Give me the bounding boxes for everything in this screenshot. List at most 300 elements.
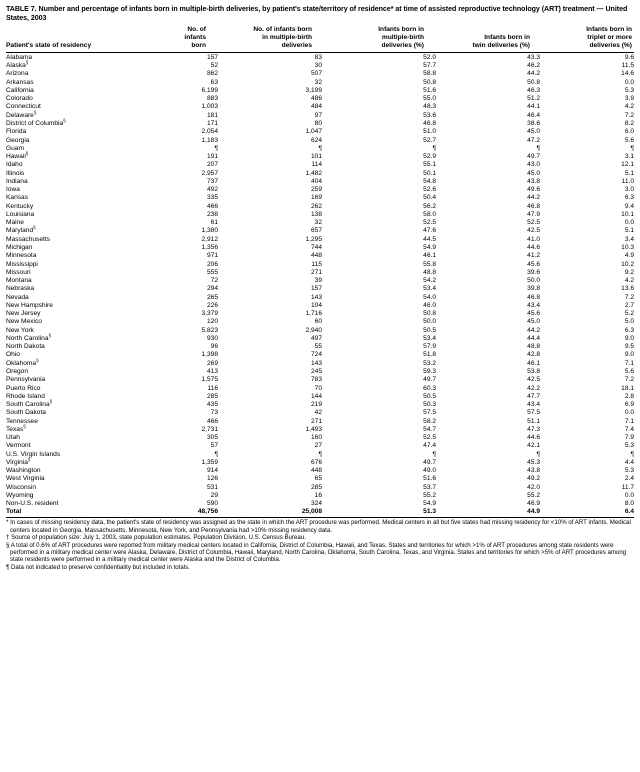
cell-multiple-birth-infants: 55 (314, 343, 322, 351)
footnote-marker: § (25, 150, 29, 156)
cell-twin-pct: 38.6 (527, 120, 540, 127)
table-row (6, 261, 634, 269)
cell-multiple-birth-infants: 324 (310, 500, 322, 508)
cell-infants-born: 5,823 (201, 326, 218, 334)
cell-infants-born: 466 (206, 417, 218, 425)
cell-state: Wisconsin (6, 483, 37, 491)
cell-triplet-pct: 2.8 (624, 392, 634, 400)
cell-state: West Virginia (6, 475, 45, 483)
cell-twin-pct: 46.3 (527, 86, 540, 94)
cell-infants-born: 269 (206, 359, 218, 367)
cell-twin-pct: 45.0 (527, 318, 540, 326)
cell-multiple-birth-infants: 1,482 (305, 169, 322, 177)
cell-multiple-birth-pct: 50.0 (423, 318, 436, 326)
cell-state: California (6, 86, 34, 94)
cell-state: New Hampshire (6, 301, 53, 309)
table-row (6, 451, 634, 459)
cell-state: New York (6, 326, 34, 334)
cell-twin-pct: 44.2 (527, 194, 540, 202)
cell-infants-born: 492 (206, 186, 218, 194)
table-row (6, 186, 634, 194)
cell-state: Hawaii§ (6, 150, 29, 161)
cell-state: Arizona (6, 70, 29, 78)
cell-state: New Mexico (6, 318, 42, 326)
cell-twin-pct: 44.6 (527, 434, 540, 442)
cell-twin-pct: 46.8 (527, 293, 540, 301)
table-row (6, 393, 634, 401)
cell-multiple-birth-pct: 50.8 (423, 310, 436, 318)
table-row (6, 103, 634, 111)
cell-multiple-birth-infants: 27 (314, 442, 322, 450)
cell-multiple-birth-pct: 57.7 (423, 62, 436, 70)
cell-multiple-birth-pct: 54.7 (423, 425, 436, 433)
cell-multiple-birth-infants: 486 (310, 95, 322, 103)
table-row (6, 302, 634, 310)
cell-multiple-birth-pct: 46.8 (423, 120, 436, 127)
cell-twin-pct: 42.5 (527, 227, 540, 235)
cell-state: Alaska§ (6, 59, 29, 70)
cell-infants-born: 1,003 (201, 103, 218, 111)
cell-twin-pct: 47.3 (527, 425, 540, 433)
cell-twin-pct: 45.0 (527, 128, 540, 136)
cell-multiple-birth-pct: 49.7 (423, 376, 436, 384)
cell-infants-born: 1,183 (201, 136, 218, 144)
cell-multiple-birth-pct: 53.2 (423, 359, 436, 367)
table-row (6, 442, 634, 450)
cell-multiple-birth-pct: 47.4 (423, 442, 436, 450)
cell-multiple-birth-pct: 51.3 (423, 508, 436, 516)
cell-multiple-birth-pct: ¶ (432, 144, 436, 152)
table-row (6, 368, 634, 376)
cell-state: Georgia (6, 136, 30, 144)
table-row-total (6, 508, 634, 516)
cell-twin-pct: 45.3 (527, 458, 540, 466)
cell-multiple-birth-infants: 138 (310, 210, 322, 218)
cell-multiple-birth-pct: 52.5 (423, 219, 436, 227)
cell-infants-born: 126 (206, 475, 218, 483)
cell-twin-pct: 52.5 (527, 219, 540, 227)
cell-multiple-birth-pct: 55.2 (423, 491, 436, 499)
cell-twin-pct: 49.2 (527, 475, 540, 483)
header-infants-born: No. of infants born (184, 26, 206, 49)
table-row (6, 54, 634, 62)
cell-multiple-birth-infants: 157 (310, 285, 322, 293)
cell-state: Maine (6, 219, 24, 227)
cell-multiple-birth-pct: 55.0 (423, 95, 436, 103)
cell-multiple-birth-infants: 1,047 (305, 128, 322, 136)
cell-twin-pct: 43.3 (527, 53, 540, 61)
table-row (6, 318, 634, 326)
cell-triplet-pct: 13.6 (621, 285, 634, 293)
cell-state: Nevada (6, 293, 29, 301)
footnote-marker: § (25, 59, 29, 65)
cell-multiple-birth-infants: 104 (310, 301, 322, 309)
cell-multiple-birth-infants: 448 (310, 252, 322, 260)
cell-triplet-pct: 9.4 (624, 202, 634, 210)
cell-twin-pct: 43.4 (527, 301, 540, 309)
cell-triplet-pct: 3.4 (624, 235, 634, 243)
cell-twin-pct: 49.7 (527, 153, 540, 161)
footnote-asterisk: * In cases of missing residency data, the patient's state of residency was assigned as the state in which the ART procedure was performed. Medical centers in all but five states had missing residency for <10% of ART infants. Medical centers located in Georgia, Massachusetts, Minnesota, New York, and Pennsylvania had >10% missing residency data. (6, 519, 631, 534)
cell-infants-born: 737 (206, 177, 218, 185)
cell-multiple-birth-pct: 53.4 (423, 334, 436, 342)
cell-infants-born: 285 (206, 392, 218, 400)
cell-multiple-birth-infants: 83 (314, 53, 322, 61)
footnote-section: § A total of 0.6% of ART procedures were reported from military medical centers located in California, District of Columbia, Hawaii, and Texas. States and territories for which >1% of ART procedures among state residents were performed in a military medical center were Alaska, Delaware, District of Columbia, Hawaii, Maryland, North Carolina, Oklahoma, South Carolina, Texas, and Virginia. States and territories for which >5% of ART procedures among state residents were performed in a military medical center were Alaska and the District of Columbia. (6, 541, 627, 564)
cell-multiple-birth-infants: 144 (310, 392, 322, 400)
cell-infants-born: 1,380 (201, 227, 218, 235)
table-body (6, 54, 634, 517)
table-row (6, 236, 634, 244)
cell-triplet-pct: 18.1 (621, 384, 634, 392)
cell-infants-born: 1,356 (201, 243, 218, 251)
table-row (6, 128, 634, 136)
cell-infants-born: ¶ (214, 450, 218, 458)
table-row (6, 178, 634, 186)
cell-infants-born: 226 (206, 301, 218, 309)
cell-infants-born: 191 (206, 153, 218, 161)
cell-infants-born: 206 (206, 260, 218, 268)
cell-multiple-birth-pct: 53.6 (423, 111, 436, 119)
header-row (6, 26, 634, 51)
cell-triplet-pct: 12.1 (621, 161, 634, 169)
cell-infants-born: 294 (206, 285, 218, 293)
cell-triplet-pct: 11.0 (621, 177, 634, 185)
cell-multiple-birth-infants: 624 (310, 136, 322, 144)
table-row (6, 112, 634, 120)
cell-state: Tennessee (6, 417, 38, 425)
cell-triplet-pct: 6.3 (624, 194, 634, 202)
cell-triplet-pct: 7.1 (624, 417, 634, 425)
cell-twin-pct: 44.9 (527, 508, 540, 516)
cell-multiple-birth-infants: 114 (311, 161, 322, 169)
cell-multiple-birth-pct: 55.1 (423, 161, 436, 169)
cell-triplet-pct: 9.6 (624, 53, 634, 61)
cell-state: Guam (6, 144, 24, 152)
cell-multiple-birth-pct: 50.1 (423, 169, 436, 177)
cell-infants-born: 1,398 (201, 351, 218, 359)
cell-triplet-pct: ¶ (630, 144, 634, 152)
cell-state: New Jersey (6, 310, 41, 318)
cell-twin-pct: 53.8 (527, 367, 540, 375)
cell-twin-pct: 43.8 (527, 177, 540, 185)
cell-infants-born: 883 (206, 95, 218, 103)
cell-triplet-pct: 0.0 (624, 491, 634, 499)
table-title: TABLE 7. Number and percentage of infants born in multiple-birth deliveries, by patient's state/territory of residence* at time of assisted reproductive technology (ART) treatment — United States, 2003 (6, 5, 628, 23)
table-row (6, 434, 634, 442)
table-row (6, 376, 634, 384)
cell-triplet-pct: 3.9 (624, 95, 634, 103)
cell-state: Utah (6, 434, 20, 442)
table-row (6, 95, 634, 103)
cell-state: Minnesota (6, 252, 37, 260)
cell-state: Puerto Rico (6, 384, 41, 392)
footnote-pilcrow: ¶ Data not indicated to preserve confidentiality but included in totals. (6, 563, 190, 571)
table-row (6, 294, 634, 302)
cell-triplet-pct: 5.2 (624, 310, 634, 318)
cell-twin-pct: 48.8 (527, 343, 540, 351)
cell-infants-born: 2,912 (201, 235, 218, 243)
cell-multiple-birth-pct: 52.6 (423, 186, 436, 194)
cell-multiple-birth-infants: 497 (310, 334, 322, 342)
cell-multiple-birth-infants: ¶ (318, 144, 322, 152)
cell-triplet-pct: 7.1 (624, 359, 634, 367)
table-row (6, 401, 634, 409)
cell-multiple-birth-pct: 51.0 (423, 128, 436, 136)
cell-multiple-birth-infants: 448 (310, 467, 322, 475)
cell-triplet-pct: 6.9 (624, 401, 634, 409)
cell-multiple-birth-pct: ¶ (432, 450, 436, 458)
cell-state: Texas§ (6, 423, 26, 433)
cell-twin-pct: 44.2 (527, 326, 540, 334)
cell-infants-born: 265 (206, 293, 218, 301)
cell-triplet-pct: 10.1 (621, 210, 634, 218)
cell-multiple-birth-infants: 657 (310, 227, 322, 235)
cell-twin-pct: 42.5 (527, 376, 540, 384)
cell-multiple-birth-pct: 53.7 (423, 483, 436, 491)
cell-multiple-birth-infants: 3,199 (305, 86, 322, 94)
cell-triplet-pct: 3.1 (624, 153, 634, 161)
table-row (6, 252, 634, 260)
cell-infants-born: 590 (206, 500, 218, 508)
footnote-marker: § (33, 109, 37, 115)
cell-multiple-birth-infants: 60 (314, 318, 322, 326)
cell-twin-pct: 45.6 (527, 310, 540, 318)
cell-triplet-pct: 4.9 (624, 252, 634, 260)
cell-multiple-birth-pct: 50.5 (423, 326, 436, 334)
cell-multiple-birth-infants: 143 (310, 359, 322, 367)
cell-state: Oregon (6, 367, 28, 375)
cell-twin-pct: 46.1 (527, 359, 540, 367)
cell-infants-born: 555 (206, 268, 218, 276)
table-row (6, 194, 634, 202)
table-row (6, 475, 634, 483)
cell-multiple-birth-pct: 59.3 (423, 367, 436, 375)
table-row (6, 153, 634, 161)
table-row (6, 335, 634, 343)
cell-multiple-birth-pct: 52.5 (423, 434, 436, 442)
cell-infants-born: 413 (206, 367, 218, 375)
cell-infants-born: 181 (206, 111, 218, 119)
cell-multiple-birth-pct: 50.3 (423, 401, 436, 409)
table-row (6, 500, 634, 508)
cell-infants-born: 1,359 (201, 458, 218, 466)
cell-multiple-birth-infants: 259 (310, 186, 322, 194)
cell-twin-pct: 46.2 (527, 62, 540, 70)
cell-state: Florida (6, 128, 27, 136)
cell-triplet-pct: 4.4 (624, 458, 634, 466)
cell-multiple-birth-infants: 507 (310, 70, 322, 78)
cell-multiple-birth-infants: 783 (310, 376, 322, 384)
art-multiple-birth-table (6, 26, 634, 518)
cell-multiple-birth-infants: 271 (310, 268, 322, 276)
cell-infants-born: 73 (210, 409, 218, 417)
cell-twin-pct: 43.8 (527, 467, 540, 475)
table-row (6, 492, 634, 500)
cell-state: Total (6, 508, 22, 516)
cell-triplet-pct: 7.2 (624, 293, 634, 301)
header-triplet-pct: Infants born in triplet or more deliveries (%) (586, 26, 632, 49)
cell-multiple-birth-infants: 25,008 (301, 508, 322, 516)
cell-twin-pct: 41.0 (527, 235, 540, 243)
cell-triplet-pct: 11.7 (621, 483, 634, 491)
cell-triplet-pct: 5.1 (624, 227, 634, 235)
cell-state: Montana (6, 277, 32, 285)
cell-multiple-birth-infants: 42 (314, 409, 322, 417)
cell-triplet-pct: 5.3 (624, 467, 634, 475)
cell-multiple-birth-pct: 54.9 (423, 500, 436, 508)
table-row (6, 409, 634, 417)
cell-infants-born: 61 (210, 219, 218, 227)
cell-infants-born: 157 (206, 53, 218, 61)
cell-state: Illinois (6, 169, 25, 177)
cell-state: Rhode Island (6, 392, 45, 400)
cell-state: Colorado (6, 95, 33, 103)
cell-multiple-birth-pct: 60.3 (423, 384, 436, 392)
cell-infants-born: 971 (206, 252, 218, 260)
cell-state: Delaware§ (6, 109, 37, 119)
cell-twin-pct: 45.6 (527, 260, 540, 268)
cell-multiple-birth-pct: 54.2 (423, 277, 436, 285)
cell-triplet-pct: 7.2 (624, 376, 634, 384)
cell-twin-pct: 42.1 (527, 442, 540, 450)
cell-state: Mississippi (6, 260, 38, 268)
table-row (6, 277, 634, 285)
cell-multiple-birth-infants: 115 (311, 260, 322, 268)
header-twin-pct: Infants born in twin deliveries (%) (472, 34, 530, 49)
table-row (6, 459, 634, 467)
cell-infants-born: 116 (207, 384, 218, 392)
cell-infants-born: 238 (206, 210, 218, 218)
cell-multiple-birth-pct: 58.8 (423, 70, 436, 78)
cell-triplet-pct: 8.2 (624, 120, 634, 127)
table-row (6, 145, 634, 153)
cell-state: District of Columbia§ (6, 117, 66, 127)
cell-twin-pct: ¶ (536, 450, 540, 458)
cell-multiple-birth-pct: 49.0 (423, 467, 436, 475)
cell-multiple-birth-pct: 48.8 (423, 268, 436, 276)
table-row (6, 87, 634, 95)
cell-twin-pct: 44.4 (527, 334, 540, 342)
footnotes (6, 519, 634, 571)
cell-triplet-pct: 8.0 (624, 500, 634, 508)
cell-infants-born: 2,957 (201, 169, 218, 177)
cell-infants-born: 6,199 (201, 86, 218, 94)
cell-multiple-birth-infants: 32 (314, 78, 322, 86)
table-row (6, 343, 634, 351)
cell-state: Non-U.S. resident (6, 500, 59, 508)
cell-infants-born: 2,731 (201, 425, 218, 433)
cell-state: Michigan (6, 243, 33, 251)
cell-multiple-birth-pct: 57.5 (423, 409, 436, 417)
cell-triplet-pct: ¶ (630, 450, 634, 458)
cell-state: Kentucky (6, 202, 34, 210)
table-row (6, 285, 634, 293)
cell-infants-born: 1,575 (201, 376, 218, 384)
table-row (6, 426, 634, 434)
cell-triplet-pct: 6.3 (624, 326, 634, 334)
cell-multiple-birth-infants: 271 (310, 417, 322, 425)
cell-multiple-birth-infants: 2,940 (305, 326, 322, 334)
cell-multiple-birth-infants: 65 (314, 475, 322, 483)
cell-state: U.S. Virgin Islands (6, 450, 61, 458)
cell-state: Connecticut (6, 103, 41, 111)
cell-infants-born: 914 (206, 467, 218, 475)
cell-multiple-birth-infants: 219 (310, 401, 322, 409)
cell-multiple-birth-pct: 55.8 (423, 260, 436, 268)
cell-state: Maryland§ (6, 225, 36, 235)
cell-infants-born: 3,379 (201, 310, 218, 318)
cell-multiple-birth-infants: 143 (310, 293, 322, 301)
cell-twin-pct: 44.2 (527, 70, 540, 78)
cell-infants-born: 120 (206, 318, 218, 326)
cell-state: North Dakota (6, 343, 45, 351)
cell-twin-pct: 39.8 (527, 285, 540, 293)
table-row (6, 70, 634, 78)
cell-infants-born: 466 (206, 202, 218, 210)
cell-triplet-pct: 5.3 (624, 442, 634, 450)
footnote-marker: § (33, 225, 36, 231)
cell-infants-born: 48,756 (197, 508, 218, 516)
cell-twin-pct: 49.6 (527, 186, 540, 194)
cell-multiple-birth-pct: 50.5 (423, 392, 436, 400)
table-row (6, 137, 634, 145)
table-row (6, 161, 634, 169)
cell-multiple-birth-infants: 30 (314, 62, 322, 70)
footnote-dagger: † Source of population size: July 1, 2003, state population estimates. Population Division, U.S. Census Bureau. (6, 534, 306, 542)
cell-triplet-pct: 0.0 (624, 409, 634, 417)
cell-infants-born: 435 (206, 401, 218, 409)
cell-state: Louisiana (6, 210, 35, 218)
table-row (6, 327, 634, 335)
cell-state: North Carolina§ (6, 332, 52, 342)
cell-twin-pct: 47.9 (527, 210, 540, 218)
cell-multiple-birth-infants: 97 (314, 111, 322, 119)
cell-multiple-birth-pct: 47.6 (423, 227, 436, 235)
cell-multiple-birth-pct: 53.4 (423, 285, 436, 293)
cell-infants-born: 57 (210, 442, 218, 450)
cell-state: Oklahoma§ (6, 357, 39, 367)
cell-state: Missouri (6, 268, 31, 276)
table-row (6, 484, 634, 492)
cell-twin-pct: 44.6 (527, 243, 540, 251)
cell-twin-pct: 42.0 (527, 483, 540, 491)
cell-triplet-pct: 5.6 (624, 367, 634, 375)
cell-triplet-pct: 7.9 (624, 434, 634, 442)
cell-infants-born: 29 (210, 491, 218, 499)
table-row (6, 269, 634, 277)
cell-state: Arkansas (6, 78, 34, 86)
cell-triplet-pct: 14.6 (621, 70, 634, 78)
table-bottom-rule (6, 517, 634, 518)
cell-multiple-birth-infants: 101 (310, 153, 322, 161)
cell-triplet-pct: 3.0 (624, 186, 634, 194)
cell-triplet-pct: 9.0 (624, 351, 634, 359)
cell-state: Vermont (6, 442, 31, 450)
cell-multiple-birth-infants: 724 (310, 351, 322, 359)
cell-twin-pct: 43.4 (527, 401, 540, 409)
cell-triplet-pct: 9.0 (624, 334, 634, 342)
cell-infants-born: 63 (210, 78, 218, 86)
cell-state: South Carolina§ (6, 398, 53, 409)
cell-multiple-birth-pct: 46.1 (423, 252, 436, 260)
cell-multiple-birth-infants: 160 (310, 434, 322, 442)
cell-infants-born: 52 (210, 62, 218, 70)
cell-multiple-birth-pct: 57.9 (423, 343, 436, 351)
cell-triplet-pct: 9.2 (624, 268, 634, 276)
cell-twin-pct: 50.8 (527, 78, 540, 86)
cell-multiple-birth-infants: 245 (310, 367, 322, 375)
